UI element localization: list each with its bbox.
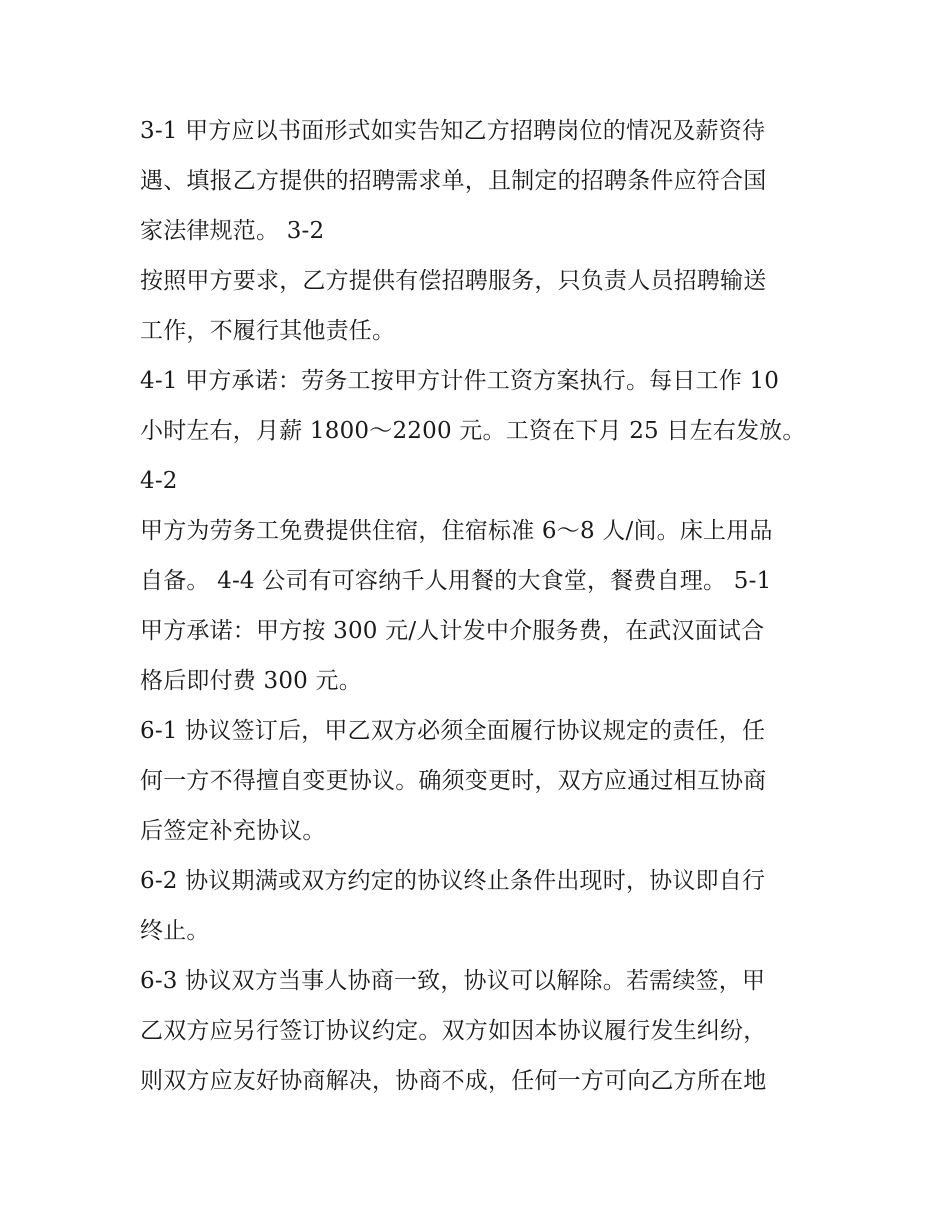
text-line: 遇、填报乙方提供的招聘需求单，且制定的招聘条件应符合国 (140, 168, 767, 194)
text-line: 则双方应友好协商解决，协商不成，任何一方可向乙方所在地 (140, 1068, 767, 1094)
text-line: 自备。 4-4 公司有可容纳千人用餐的大食堂，餐费自理。 5-1 (140, 568, 772, 594)
text-line: 4-1 甲方承诺：劳务工按甲方计件工资方案执行。每日工作 10 (140, 368, 780, 394)
text-line: 格后即付费 300 元。 (140, 668, 362, 694)
text-line: 工作，不履行其他责任。 (140, 318, 396, 344)
text-line: 按照甲方要求，乙方提供有偿招聘服务，只负责人员招聘输送 (140, 268, 767, 294)
text-line: 6-2 协议期满或双方约定的协议终止条件出现时，协议即自行 (140, 868, 766, 894)
text-line: 后签定补充协议。 (140, 818, 326, 844)
text-line: 6-1 协议签订后，甲乙双方必须全面履行协议规定的责任，任 (140, 718, 766, 744)
text-line: 甲方承诺：甲方按 300 元/人计发中介服务费，在武汉面试合 (140, 618, 765, 644)
text-line: 4-2 (140, 468, 178, 494)
text-line: 甲方为劳务工免费提供住宿，住宿标准 6～8 人/间。床上用品 (140, 518, 773, 544)
text-line: 小时左右，月薪 1800～2200 元。工资在下月 25 日左右发放。 (140, 418, 806, 444)
text-line: 3-1 甲方应以书面形式如实告知乙方招聘岗位的情况及薪资待 (140, 118, 766, 144)
text-line: 何一方不得擅自变更协议。确须变更时，双方应通过相互协商 (140, 768, 767, 794)
text-line: 家法律规范。 3-2 (140, 218, 325, 244)
document-body (140, 106, 820, 1106)
text-line: 乙双方应另行签订协议约定。双方如因本协议履行发生纠纷， (140, 1018, 767, 1044)
text-line: 终止。 (140, 918, 210, 944)
text-line: 6-3 协议双方当事人协商一致，协议可以解除。若需续签，甲 (140, 968, 766, 994)
